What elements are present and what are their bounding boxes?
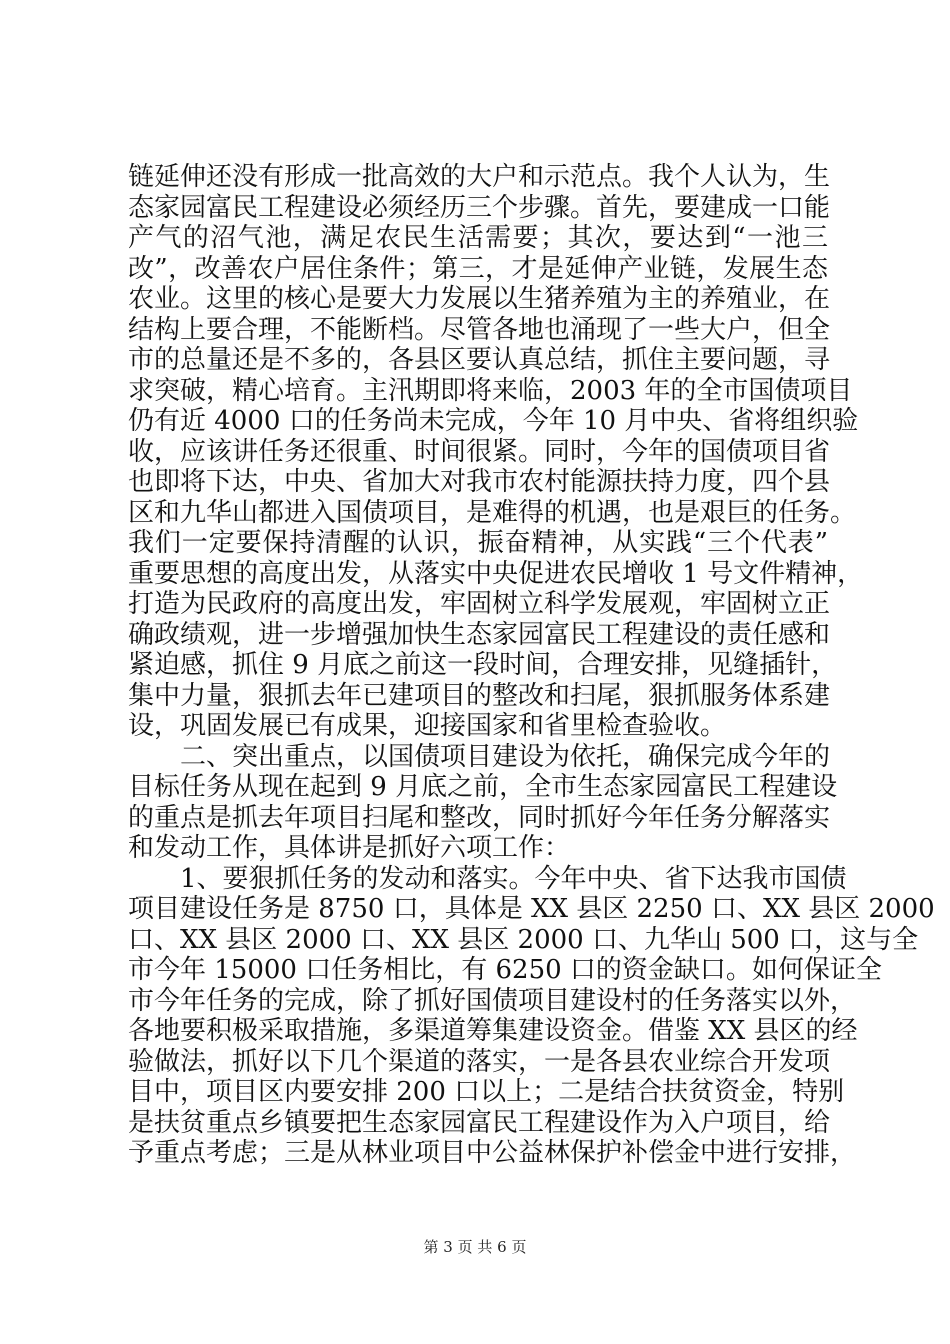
text-line: 求突破，精心培育。主汛期即将来临，2003 年的全市国债项目 [128, 375, 853, 406]
text-line: 重要思想的高度出发，从落实中央促进农民增收 1 号文件精神， [128, 558, 864, 589]
page-footer: 第 3 页 共 6 页 [423, 1238, 527, 1256]
text-line: 市的总量还是不多的，各县区要认真总结，抓住主要问题，寻 [128, 345, 831, 375]
text-line: 目中，项目区内要安排 200 口以上；二是结合扶贫资金，特别 [128, 1077, 845, 1107]
text-line: 二、突出重点，以国债项目建设为依托，确保完成今年的 [128, 741, 831, 772]
text-line: 收，应该讲任务还很重、时间很紧。同时，今年的国债项目省 [128, 436, 831, 467]
text-line: 市今年任务的完成，除了抓好国债项目建设村的任务落实以外， [128, 985, 857, 1016]
text-line: 仍有近 4000 口的任务尚未完成，今年 10 月中央、省将组织验 [128, 406, 859, 436]
text-line: 设，巩固发展已有成果，迎接国家和省里检查验收。 [128, 711, 727, 741]
text-line: 区和九华山都进入国债项目，是难得的机遇，也是艰巨的任务。 [128, 497, 857, 528]
text-line: 态家园富民工程建设必须经历三个步骤。首先，要建成一口能 [128, 192, 831, 223]
text-line: 口、XX 县区 2000 口、XX 县区 2000 口、九华山 500 口，这与全 [128, 924, 919, 955]
text-line: 项目建设任务是 8750 口，具体是 XX 县区 2250 口、XX 县区 2000 [128, 894, 935, 924]
text-line: 确政绩观，进一步增强加快生态家园富民工程建设的责任感和 [128, 619, 831, 650]
text-line: 链延伸还没有形成一批高效的大户和示范点。我个人认为，生 [128, 162, 831, 192]
text-line: 予重点考虑；三是从林业项目中公益林保护补偿金中进行安排， [128, 1138, 857, 1168]
body-text [128, 162, 935, 1169]
text-line: 市今年 15000 口任务相比，有 6250 口的资金缺口。如何保证全 [128, 955, 882, 985]
text-line: 和发动工作，具体讲是抓好六项工作： [128, 833, 571, 863]
text-line: 1、要狠抓任务的发动和落实。今年中央、省下达我市国债 [128, 863, 847, 894]
text-line: 的重点是抓去年项目扫尾和整改，同时抓好今年任务分解落实 [128, 802, 831, 833]
text-line: 也即将下达，中央、省加大对我市农村能源扶持力度，四个县 [128, 467, 831, 497]
text-line: 是扶贫重点乡镇要把生态家园富民工程建设作为入户项目，给 [128, 1107, 831, 1138]
text-line: 目标任务从现在起到 9 月底之前，全市生态家园富民工程建设 [128, 772, 838, 802]
text-line: 产气的沼气池，满足农民生活需要；其次，要达到“一池三 [128, 223, 828, 253]
text-line: 集中力量，狠抓去年已建项目的整改和扫尾，狠抓服务体系建 [128, 680, 831, 711]
text-line: 我们一定要保持清醒的认识，振奋精神，从实践“三个代表” [128, 528, 828, 558]
text-line: 打造为民政府的高度出发，牢固树立科学发展观，牢固树立正 [128, 589, 831, 619]
text-line: 紧迫感，抓住 9 月底之前这一段时间，合理安排，见缝插针， [128, 650, 838, 680]
text-line: 验做法，抓好以下几个渠道的落实，一是各县农业综合开发项 [128, 1046, 831, 1077]
text-line: 结构上要合理，不能断档。尽管各地也涌现了一些大户，但全 [128, 314, 831, 345]
text-line: 改”，改善农户居住条件；第三，才是延伸产业链，发展生态 [128, 253, 828, 284]
text-line: 各地要积极采取措施，多渠道筹集建设资金。借鉴 XX 县区的经 [128, 1016, 858, 1046]
text-line: 农业。这里的核心是要大力发展以生猪养殖为主的养殖业，在 [128, 284, 831, 314]
